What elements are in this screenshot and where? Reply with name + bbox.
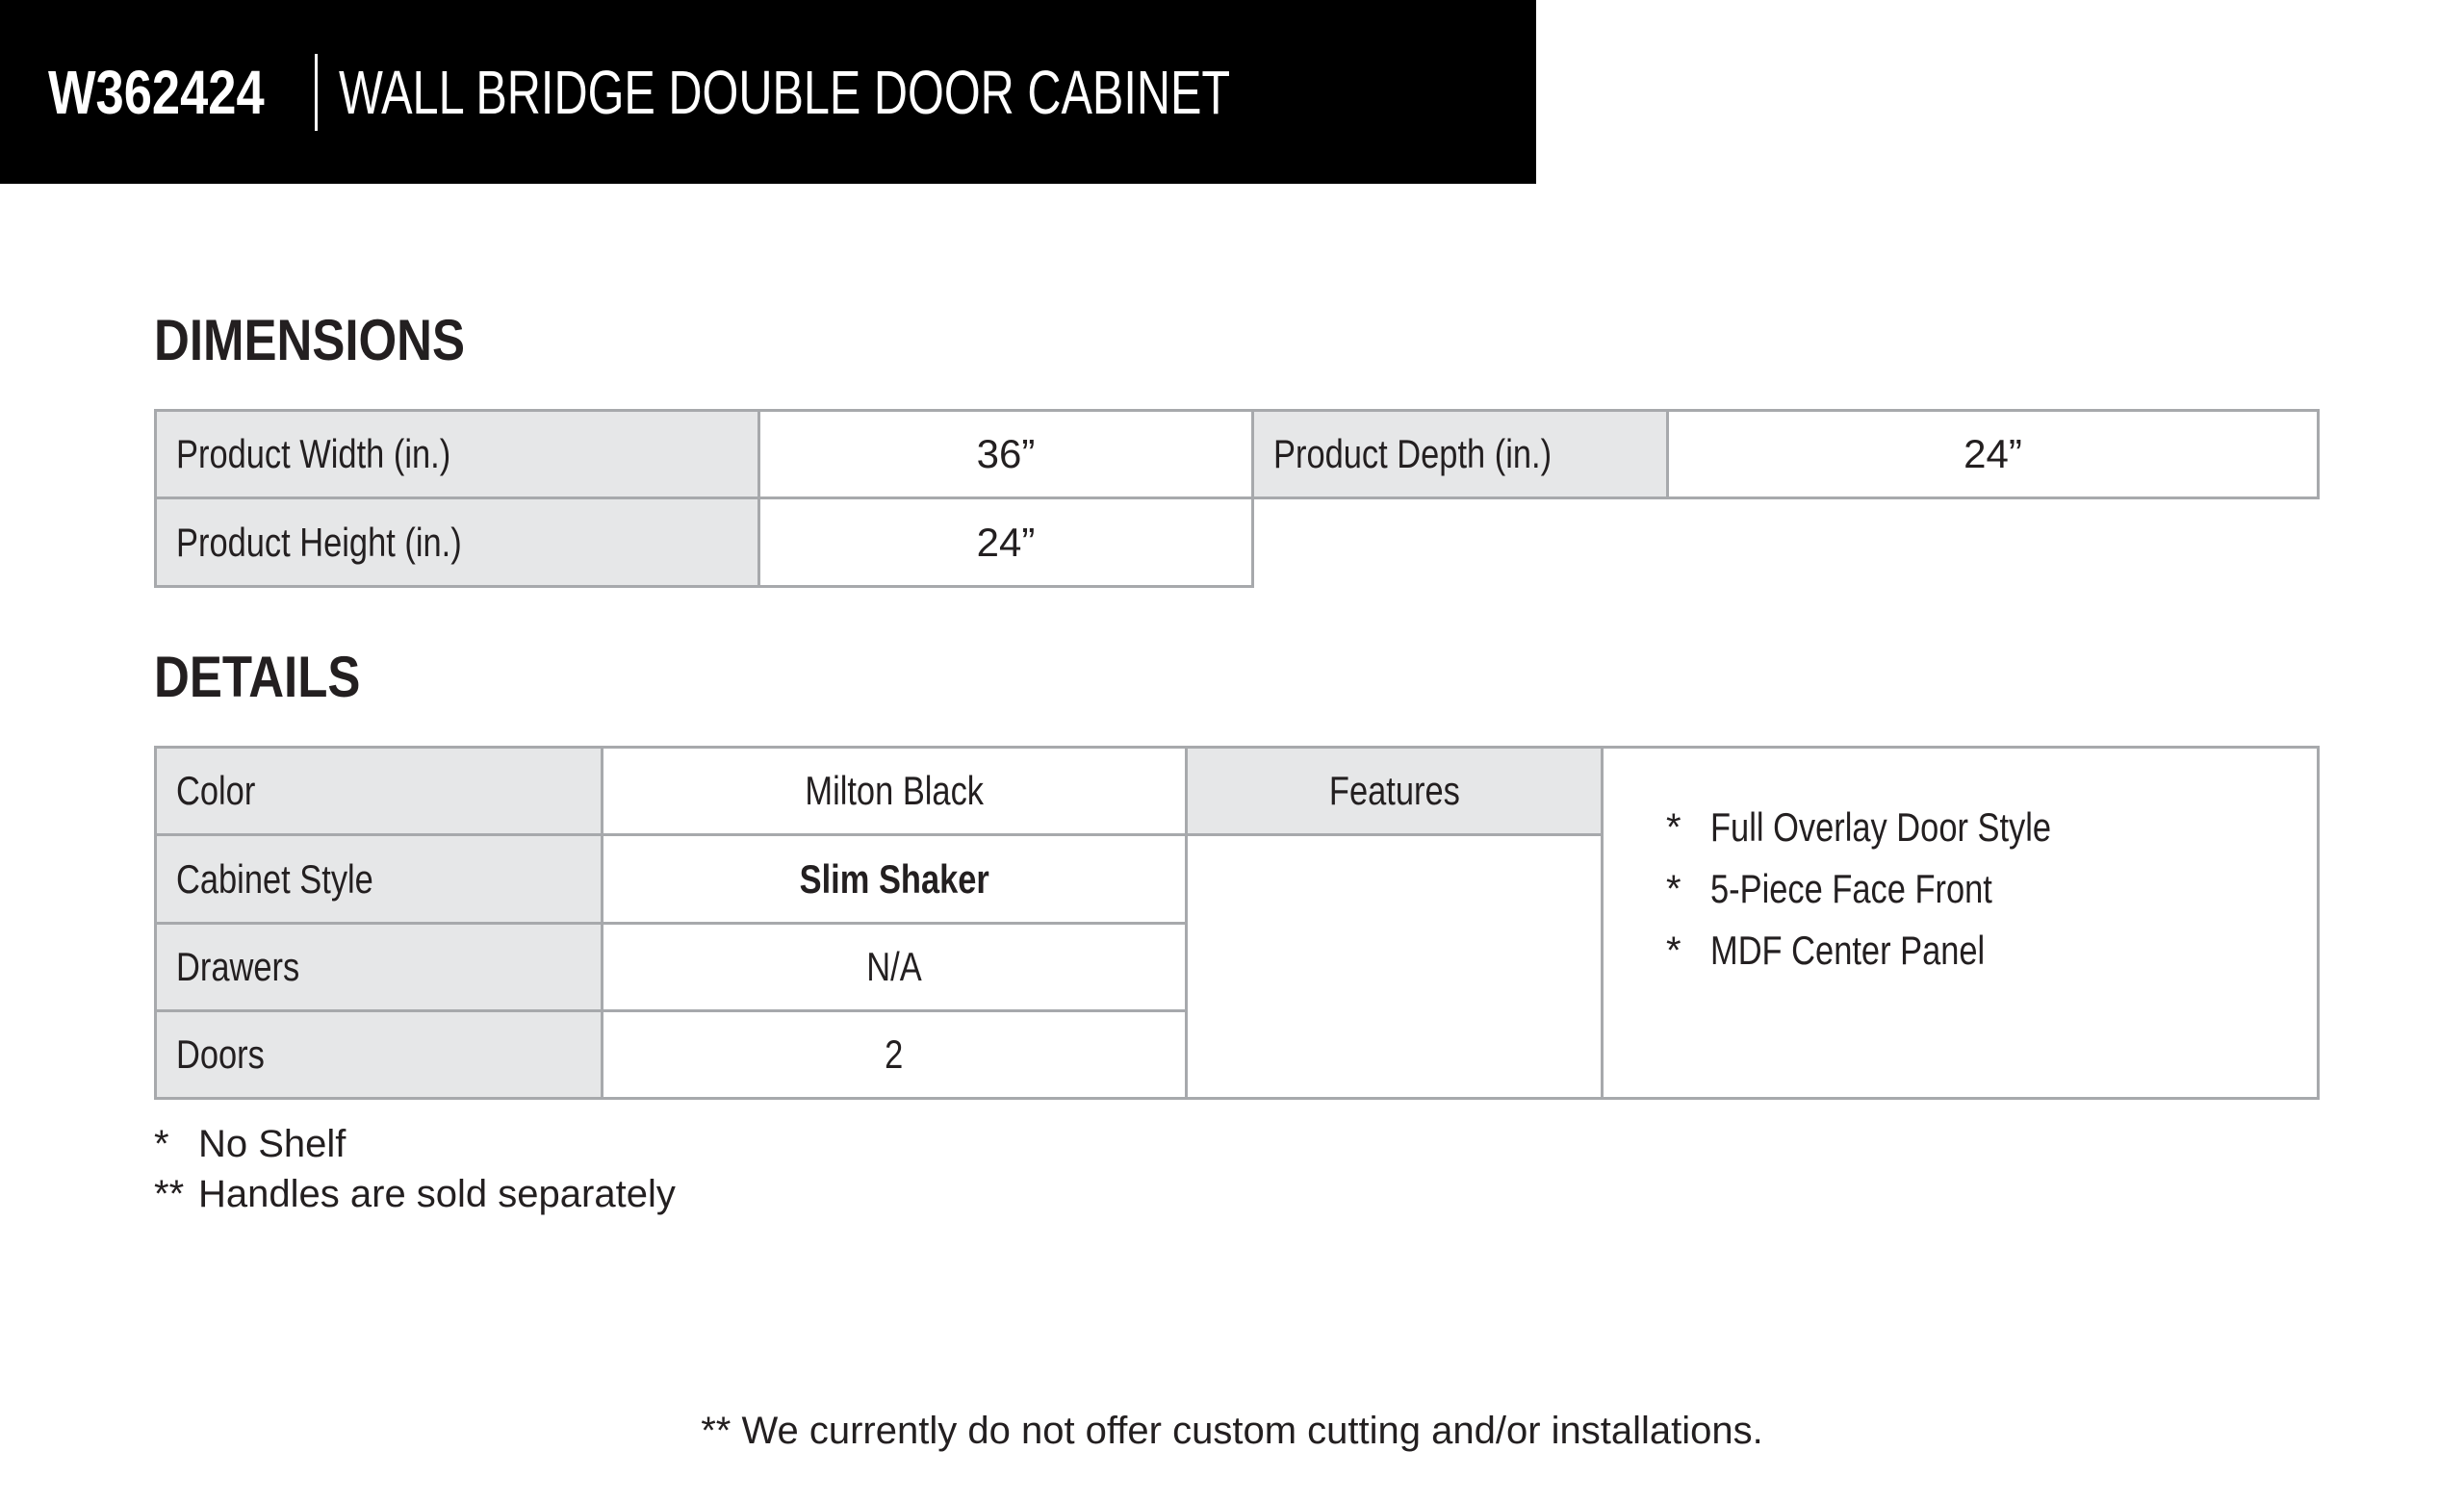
- doors-label: Doors: [154, 1009, 603, 1100]
- footer-disclaimer: ** We currently do not offer custom cutting and/or installations.: [701, 1410, 1763, 1452]
- product-width-value: 36”: [757, 409, 1254, 499]
- feature-marker: *: [1666, 867, 1681, 910]
- feature-marker: *: [1666, 929, 1681, 972]
- product-width-label: Product Width (in.): [154, 409, 760, 499]
- details-heading: DETAILS: [154, 645, 361, 709]
- notes: [154, 1119, 676, 1219]
- note-handles: ** Handles are sold separately: [154, 1173, 676, 1215]
- cabinet-style-value: Slim Shaker: [601, 833, 1188, 925]
- dimensions-heading: DIMENSIONS: [154, 308, 466, 372]
- product-depth-value: 24”: [1666, 409, 2320, 499]
- color-label: Color: [154, 746, 603, 836]
- feature-marker: *: [1666, 805, 1681, 849]
- cabinet-style-label: Cabinet Style: [154, 833, 603, 925]
- note-no-shelf: * No Shelf: [154, 1123, 346, 1165]
- feature-item: * 5-Piece Face Front: [1666, 866, 1992, 911]
- features-blank-area: [1185, 833, 1604, 1100]
- drawers-value: N/A: [601, 922, 1188, 1012]
- product-height-label: Product Height (in.): [154, 496, 760, 588]
- header-divider: [315, 54, 318, 131]
- doors-value: 2: [601, 1009, 1188, 1100]
- drawers-label: Drawers: [154, 922, 603, 1012]
- product-depth-label: Product Depth (in.): [1251, 409, 1669, 499]
- product-sku: W362424: [48, 57, 265, 127]
- product-height-value: 24”: [757, 496, 1254, 588]
- features-label: Features: [1185, 746, 1604, 836]
- features-list: [1601, 746, 2320, 1100]
- header-bar: [0, 0, 1536, 184]
- feature-item: * Full Overlay Door Style: [1666, 804, 2052, 850]
- color-value: Milton Black: [601, 746, 1188, 836]
- feature-item: * MDF Center Panel: [1666, 928, 1986, 973]
- product-title: WALL BRIDGE DOUBLE DOOR CABINET: [339, 57, 1231, 127]
